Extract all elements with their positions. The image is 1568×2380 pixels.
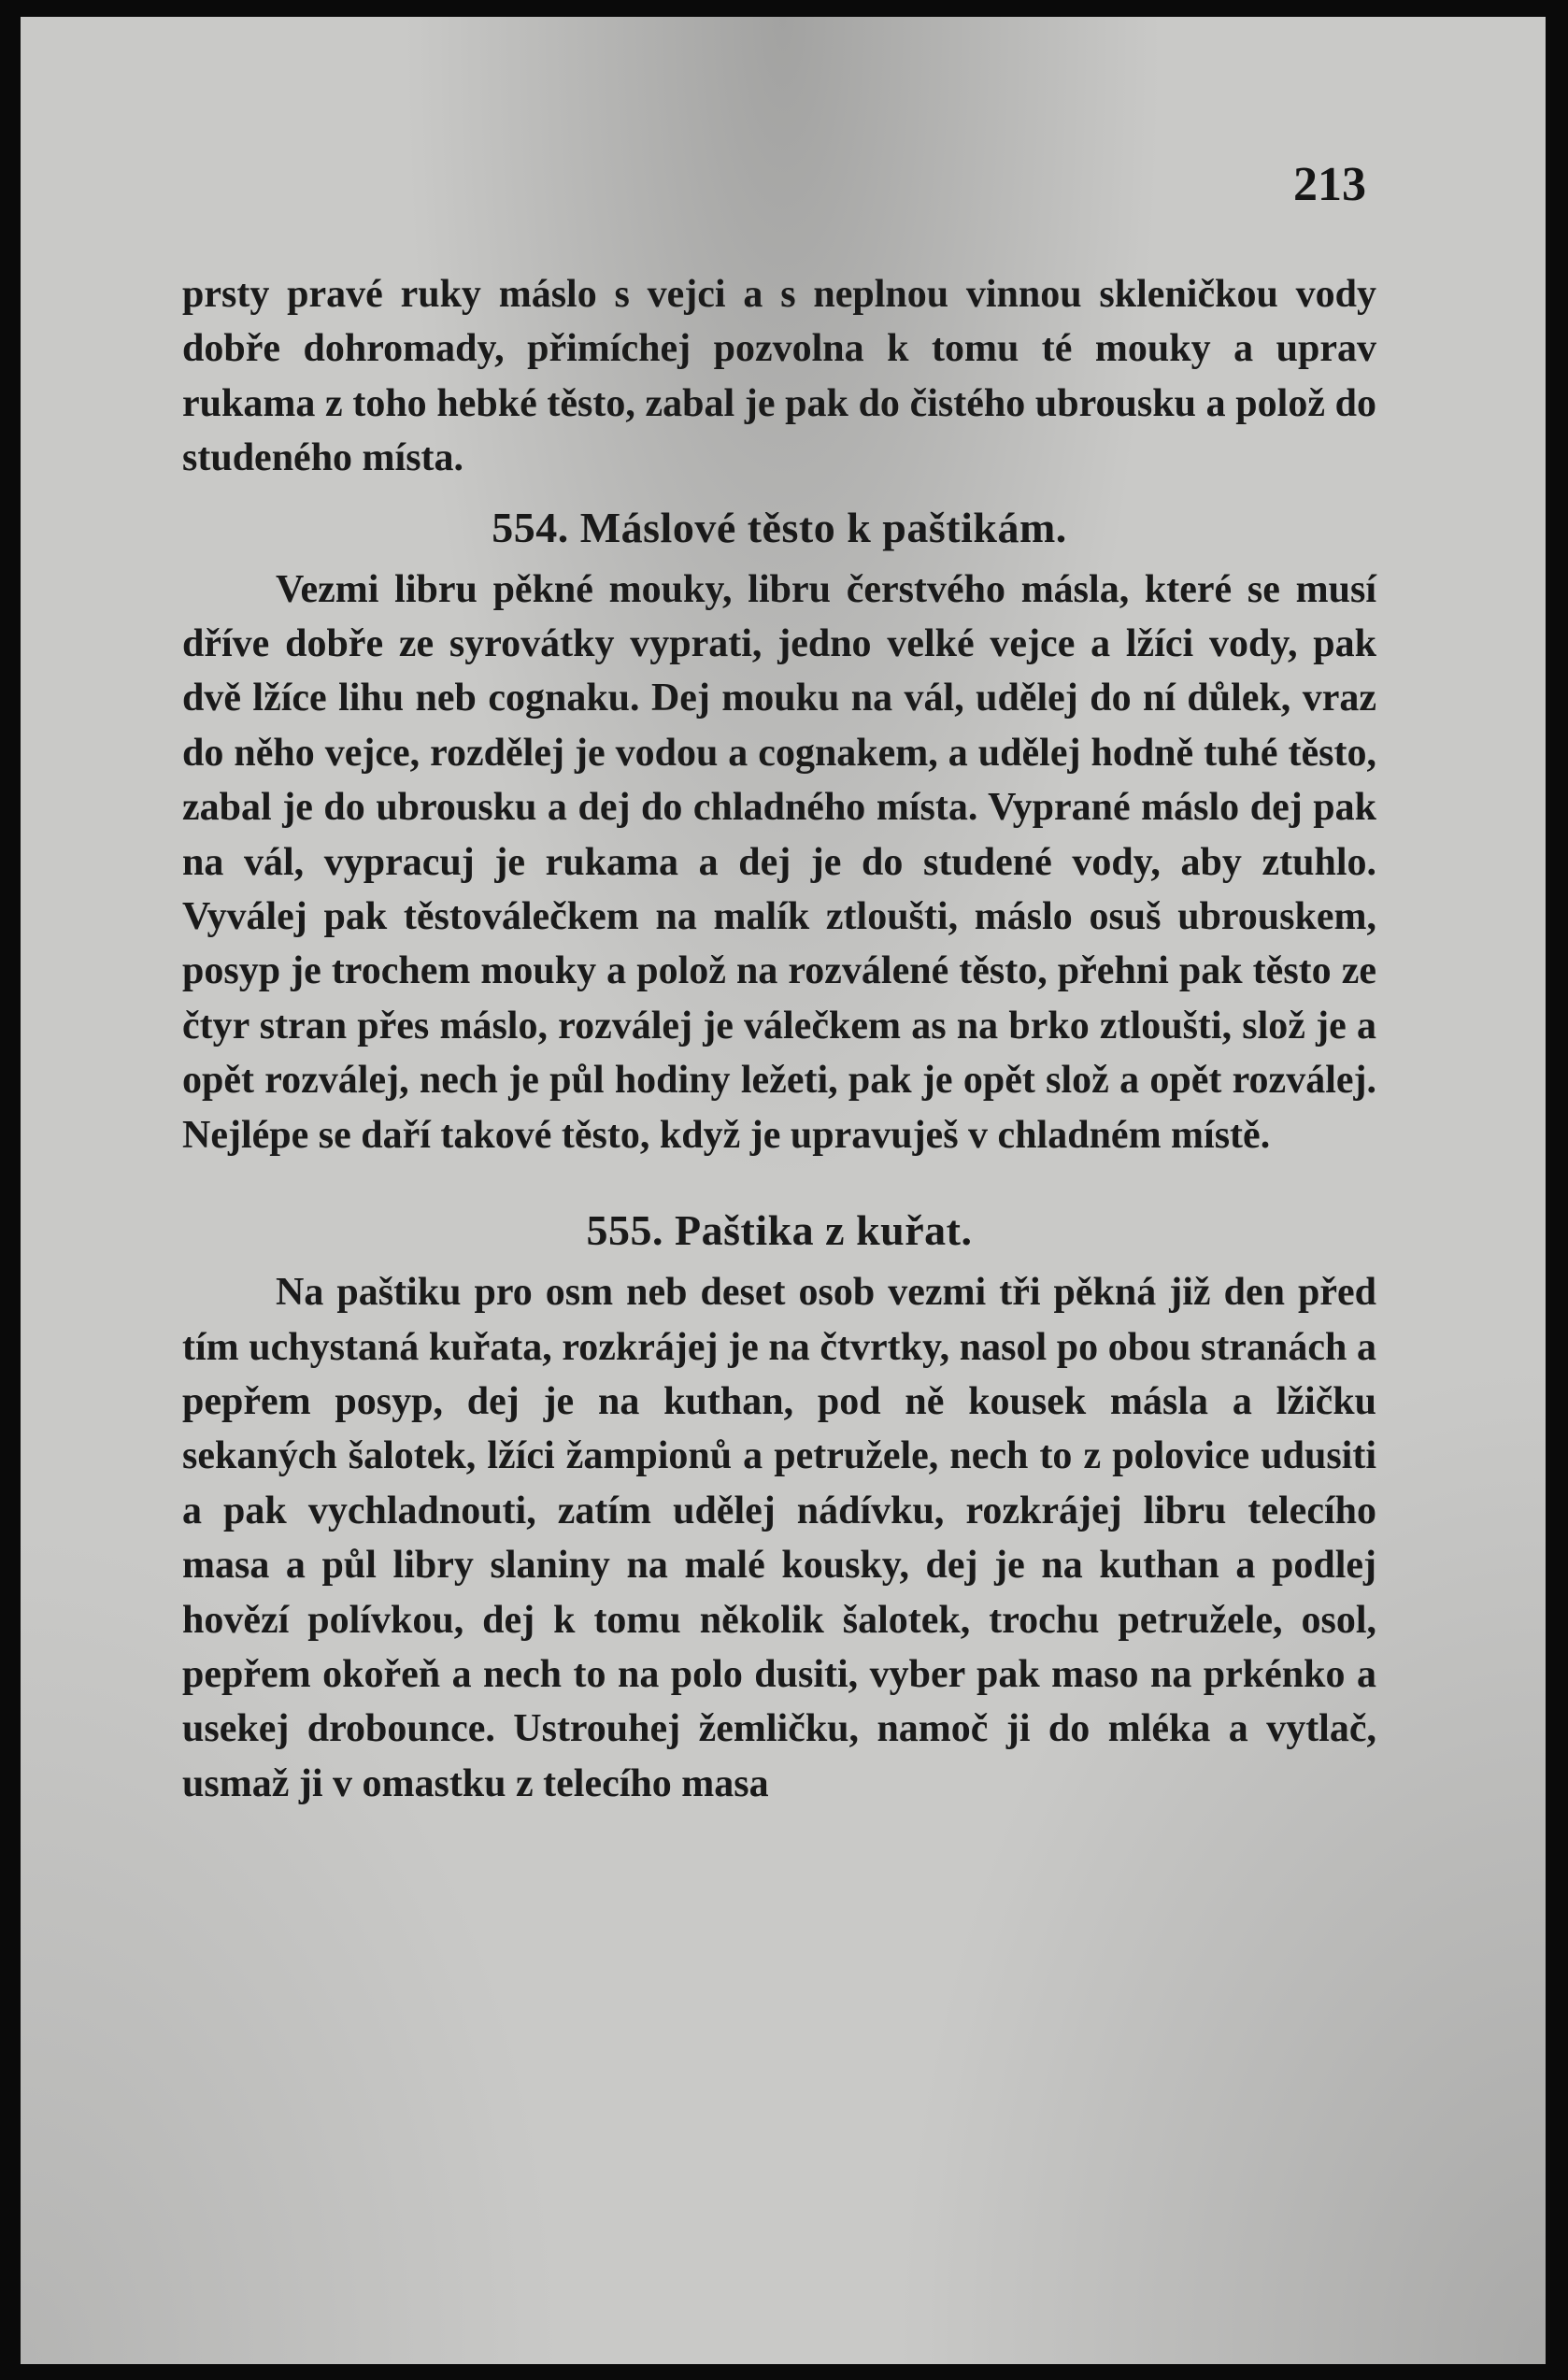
recipe-554-body: Vezmi libru pěkné mouky, libru čerstvého másla, které se musí dříve dobře ze syrovátky vyprati, jedno velké vejce a lžíci vody, pak dvě lžíce lihu neb cognaku. Dej mouku na vál, udělej do ní důlek, vraz do něho vejce, rozdělej je vodou a cognakem, a udělej hodně tuhé těsto, zabal je do ubrousku a dej do chladného místa. Vyprané máslo dej pak na vál, vypracuj je rukama a dej je do studené vody, aby ztuhlo. Vyválej pak těstoválečkem na malík ztloušti, máslo osuš ubrouskem, posyp je trochem mouky a polož na rozválené těsto, přehni pak těsto ze čtyr stran přes máslo, rozválej je válečkem as na brko ztloušti, slož je a opět rozválej, nech je půl hodiny ležeti, pak je opět slož a opět rozválej. Nejlépe se daří takové těsto, když je upravuješ v chladném místě. [182,567,1376,1157]
intro-paragraph: prsty pravé ruky máslo s vejci a s neplnou vinnou skleničkou vody dobře dohromady, přimíchej pozvolna k tomu té mouky a uprav rukama z toho hebké těsto, zabal je pak do čistého ubrousku a polož do studeného místa. [182,273,1376,480]
page-number: 213 [1293,158,1366,211]
recipe-555-heading: 555. Paštika z kuřat. [586,1206,973,1255]
recipe-554-heading: 554. Máslové těsto k paštikám. [492,503,1067,551]
recipe-555-body: Na paštiku pro osm neb deset osob vezmi tři pěkná již den před tím uchystaná kuřata, rozkrájej je na čtvrtky, nasol po obou stranách a pepřem posyp, dej je na kuthan, pod ně kousek másla a lžičku sekaných šalotek, lžíci žampionů a petružele, nech to z polovice udusiti a pak vychladnouti, zatím udělej nádívku, rozkrájej libru telecího masa a půl libry slaniny na malé kousky, dej je na kuthan a podlej hovězí polívkou, dej k tomu několik šalotek, trochu petružele, osol, pepřem okořeň a nech to na polo dusiti, vyber pak maso na prkénko a usekej drobounce. Ustrouhej žemličku, namoč ji do mléka a vytlač, usmaž ji v omastku z telecího masa [182,1271,1376,1805]
book-page [21,17,1546,2364]
page-text [182,267,1376,1811]
